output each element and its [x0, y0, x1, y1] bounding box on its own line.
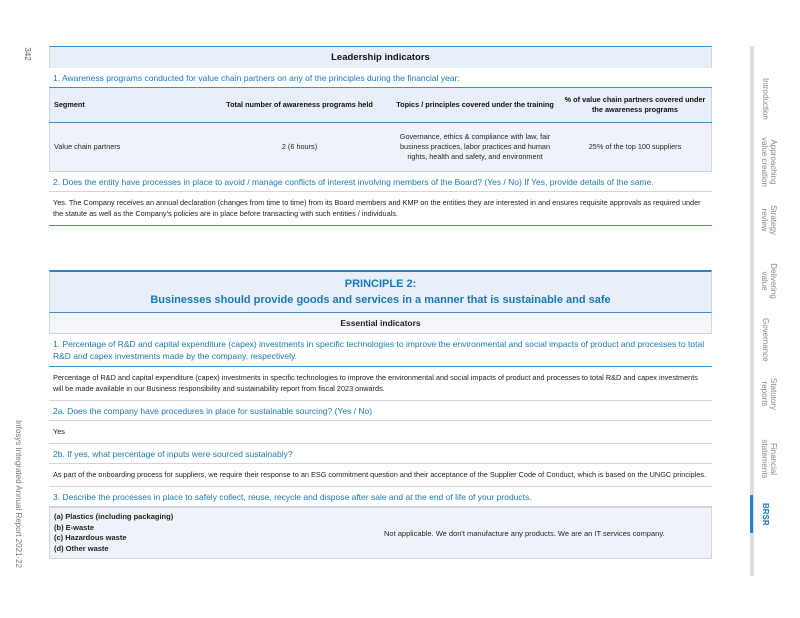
- table-cell: 25% of the top 100 suppliers: [559, 123, 712, 172]
- principle-2-question-1: 1. Percentage of R&D and capital expenditure (capex) investments in specific technologies to improve the environmental and social impacts of product and processes to total R&D and capex investments made by the company, respectively.: [49, 334, 712, 367]
- principle-2-question-2b: 2b. If yes, what percentage of inputs were sourced sustainably?: [49, 444, 712, 464]
- table-row: [50, 123, 712, 172]
- side-nav-governance[interactable]: Governance: [761, 318, 770, 362]
- side-nav-approaching-value-creation[interactable]: Approaching value creation: [760, 137, 778, 187]
- leadership-question-1: 1. Awareness programs conducted for value chain partners on any of the principles during the financial year:: [53, 73, 460, 83]
- side-nav-delivering-value[interactable]: Delivering value: [760, 263, 778, 299]
- principle-2-answer-2b: As part of the onboarding process for suppliers, we require their response to an ESG commitment question and their acceptance of the Supplier Code of Conduct, which is based on the UNGC principles.: [49, 464, 712, 487]
- report-title: Infosys Integrated Annual Report 2021-22: [14, 419, 23, 569]
- side-nav-strategy-review[interactable]: Strategy review: [760, 205, 778, 235]
- principle-2-title: [49, 270, 712, 313]
- side-nav-active-indicator: [750, 495, 753, 533]
- table-cell: Governance, ethics & compliance with law, fair business practices, labor practices and human rights, health and safety, and environment: [391, 123, 559, 172]
- leadership-answer-2: Yes. The Company receives an annual declaration (changes from time to time) from its Board members and KMP on the entities they are interested in and ensures requisite approvals as required under the statute as well as the Company's policies are in place before transacting with such entities / individuals.: [49, 192, 712, 226]
- waste-item: (b) E-waste: [54, 522, 95, 532]
- waste-item: (d) Other waste: [54, 543, 109, 553]
- side-nav-introduction[interactable]: Introduction: [761, 78, 770, 120]
- awareness-programs-table: [49, 87, 712, 172]
- leadership-indicators-heading: Leadership indicators: [49, 46, 712, 68]
- table-cell: 2 (6 hours): [208, 123, 391, 172]
- side-nav-financial-statements[interactable]: Financial statements: [760, 439, 778, 479]
- column-header: % of value chain partners covered under the awareness programs: [559, 88, 712, 123]
- principle-2-statement: Businesses should provide goods and services in a manner that is sustainable and safe: [150, 294, 611, 306]
- leadership-question-2: 2. Does the entity have processes in place to avoid / manage conflicts of interest involving members of the Board? (Yes / No) If Yes, provide details of the same.: [49, 172, 712, 192]
- table-header-row: [50, 88, 712, 123]
- section-spacer: [49, 226, 712, 270]
- page-content: [49, 46, 712, 559]
- principle-2-answer-1: Percentage of R&D and capital expenditure (capex) investments in specific technologies to improve the environmental and social impacts of product and processes to total R&D and capex investments will be made available in our Business responsibility and sustainability report from fiscal 2023 onwards.: [49, 367, 712, 401]
- waste-item: (a) Plastics (including packaging): [54, 512, 174, 521]
- side-nav-statutory-reports[interactable]: Statutory reports: [760, 377, 778, 410]
- principle-2-question-3: 3. Describe the processes in place to safely collect, reuse, recycle and dispose after sale and at the end of life of your products.: [49, 487, 712, 507]
- column-header: Total number of awareness programs held: [208, 88, 391, 123]
- principle-2-answer-2a: Yes: [49, 421, 712, 444]
- waste-item: (c) Hazardous waste: [54, 533, 127, 542]
- waste-table-row: [49, 507, 712, 559]
- principle-2-question-2a: 2a. Does the company have procedures in place for sustainable sourcing? (Yes / No): [49, 401, 712, 421]
- waste-answer: Not applicable. We don't manufacture any products. We are an IT services company.: [384, 528, 665, 538]
- side-nav-brsr[interactable]: BRSR: [761, 503, 770, 526]
- column-header: Topics / principles covered under the training: [391, 88, 559, 123]
- principle-2-label: PRINCIPLE 2:: [344, 278, 417, 290]
- column-header: Segment: [50, 88, 209, 123]
- table-cell: Value chain partners: [50, 123, 209, 172]
- essential-indicators-heading: Essential indicators: [49, 313, 712, 334]
- waste-categories-list: [54, 512, 384, 554]
- page-number: 342: [23, 47, 32, 61]
